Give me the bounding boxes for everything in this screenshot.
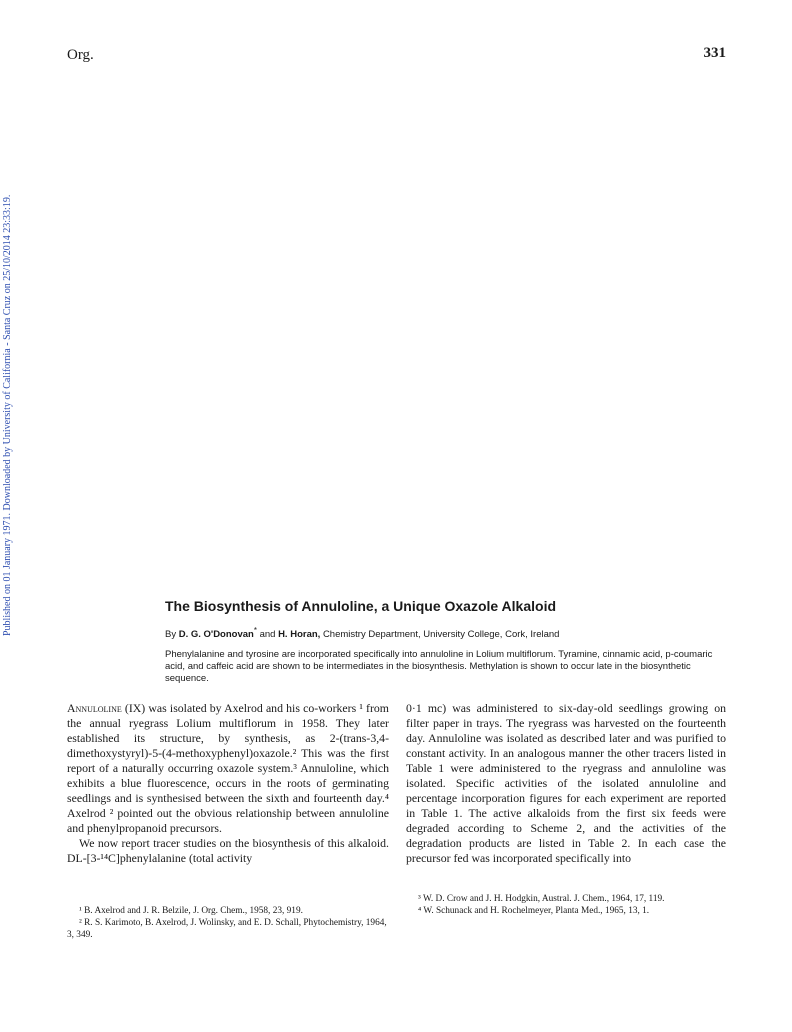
body-paragraph: We now report tracer studies on the biosynthesis of this alkaloid. DL-[3-¹⁴C]phenylalanine (total activity (67, 836, 389, 865)
lead-word: Annuloline (67, 701, 122, 715)
affiliation: Chemistry Department, University College, Cork, Ireland (322, 629, 560, 641)
page-number: 331 (703, 45, 726, 61)
footnotes-right (406, 893, 726, 917)
corresponding-author-mark: * (253, 626, 257, 635)
author-join: and (259, 629, 276, 641)
body-paragraph (67, 701, 389, 836)
abstract: Phenylalanine and tyrosine are incorporated specifically into annuloline in Lolium multiflorum. Tyramine, cinnamic acid, p-coumaric acid, and caffeic acid are shown to be intermediates in the biosynthesis. Methylation is shown to occur late in the biosynthetic sequence. (165, 649, 713, 684)
byline (165, 626, 725, 640)
footnote: ³ W. D. Crow and J. H. Hodgkin, Austral. J. Chem., 1964, 17, 119. (418, 894, 665, 904)
body-column-left (67, 701, 389, 866)
publication-sidebar-note: Published on 01 January 1971. Downloaded by University of California - Santa Cruz on 25/10/2014 23:33:19. (2, 194, 13, 636)
body-column-right (406, 701, 726, 866)
footnotes-left (67, 905, 393, 941)
article-title: The Biosynthesis of Annuloline, a Unique Oxazole Alkaloid (165, 598, 557, 614)
byline-prefix: By (165, 629, 177, 641)
paragraph-text: (IX) was isolated by Axelrod and his co-workers ¹ from the annual ryegrass Lolium multiflorum in 1958. They later established its structure, by synthesis, as 2-(trans-3,4-dimethoxystyryl)-5-(4-methoxyphenyl)oxazole.² This was the first report of a naturally occurring oxazole system.³ Annuloline, which exhibits a blue fluorescence, occurs in the roots of germinating seedlings and is synthesised between the sixth and fourteenth day.⁴ Axelrod ² pointed out the obvious relationship between annuloline and phenylpropanoid precursors. (67, 701, 389, 835)
author-name: H. Horan, (278, 629, 321, 641)
running-header-journal: Org. (67, 47, 94, 63)
author-name: D. G. O'Donovan (178, 629, 254, 641)
body-paragraph: 0·1 mc) was administered to six-day-old seedlings growing on filter paper in trays. The ryegrass was harvested on the fourteenth day. Annuloline was isolated as described later and was purified to constant activity. In an analogous manner the other tracers listed in Table 1 were administered to the ryegrass and annuloline was isolated. Specific activities of the isolated annuloline and percentage incorporation figures for each experiment are reported in Table 1. The active alkaloids from the first six feeds were degraded according to Scheme 2, and the activities of the degradation products are listed in Table 2. In each case the precursor fed was incorporated specifically into (406, 701, 726, 865)
footnote: ² R. S. Karimoto, B. Axelrod, J. Wolinsky, and E. D. Schall, Phytochemistry, 1964, 3, 349. (67, 918, 387, 940)
footnote: ¹ B. Axelrod and J. R. Belzile, J. Org. Chem., 1958, 23, 919. (79, 906, 303, 916)
footnote: ⁴ W. Schunack and H. Rochelmeyer, Planta Med., 1965, 13, 1. (418, 906, 650, 916)
